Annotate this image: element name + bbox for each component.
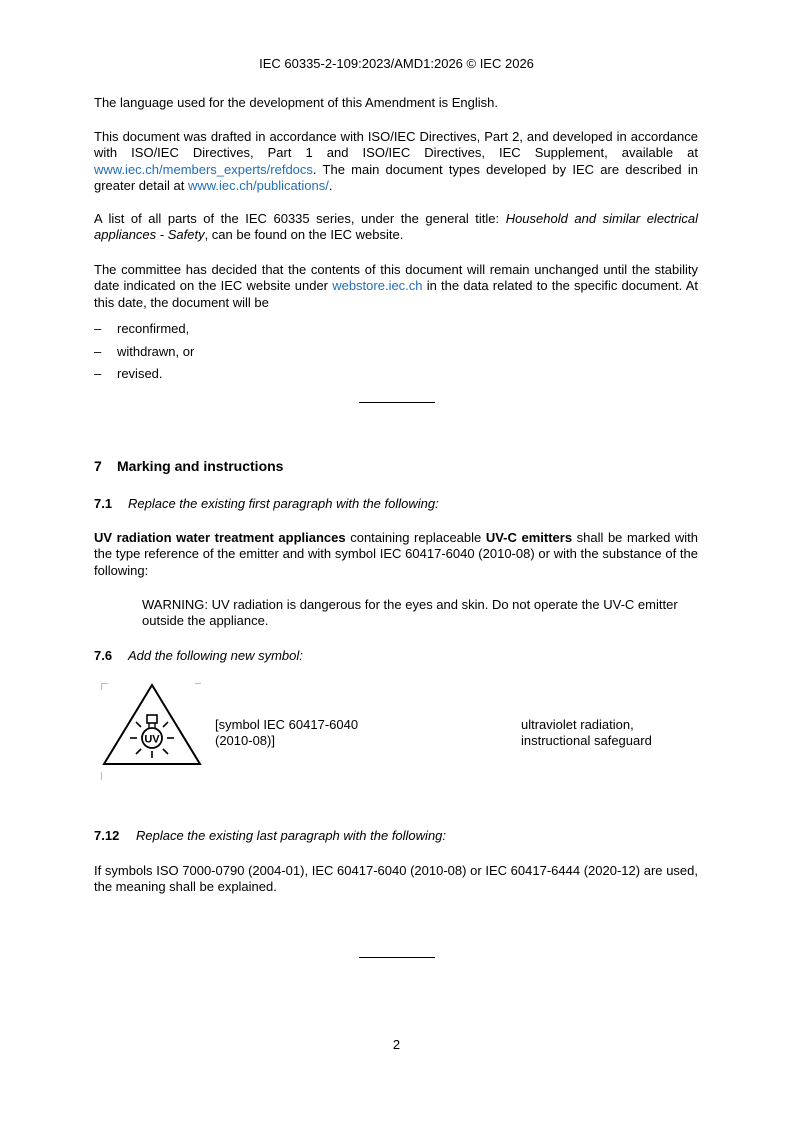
symbol-meaning-line1: ultraviolet radiation,: [521, 717, 634, 732]
term-uvc-emitters: UV-C emitters: [485, 530, 573, 545]
directives-text-b: . The main document types developed by IEC are described in greater detail at: [94, 161, 698, 193]
symbol-reference: [215, 717, 358, 749]
stability-paragraph: [94, 262, 698, 311]
marking-paragraph: [94, 530, 698, 579]
series-text-a: A list of all parts of the IEC 60335 series, under the general title:: [94, 211, 506, 226]
directives-text-a: This document was drafted in accordance with ISO/IEC Directives, Part 2, and developed in accordance with ISO/IEC Directives, Part 1 and ISO/IEC Directives, IEC Supplement, available at: [94, 129, 698, 161]
section-title: Marking and instructions: [117, 458, 284, 474]
list-item-text: revised.: [117, 366, 163, 381]
subclause-instruction: Replace the existing first paragraph with the following:: [128, 496, 439, 511]
list-item-text: reconfirmed,: [117, 321, 190, 336]
symbol-meaning-line2: instructional safeguard: [521, 733, 652, 748]
marking-text-2: shall be marked with the type reference of the emitter and with symbol IEC 60417-6040 (2010-08) or with the substance of the following:: [94, 530, 699, 578]
directives-text-c: .: [328, 177, 333, 193]
stability-text-a: The committee has decided that the contents of this document will remain unchanged until the stability date indicated on the IEC website under: [94, 262, 698, 294]
list-item: [94, 366, 163, 381]
subclause-7-12: [94, 828, 446, 843]
section-heading: [94, 458, 283, 474]
subclause-number: 7.1: [94, 496, 113, 511]
symbol-reference-line1: [symbol IEC 60417-6040: [215, 717, 359, 732]
term-uv-appliances: UV radiation water treatment appliances: [94, 530, 346, 545]
list-item: [94, 321, 189, 336]
subclause-number: 7.6: [94, 648, 113, 663]
separator-rule: [359, 957, 435, 958]
separator-rule: [359, 402, 435, 403]
page-number: 2: [392, 1037, 401, 1052]
subclause-number: 7.12: [94, 828, 120, 843]
section-number: 7: [94, 458, 102, 474]
publications-link[interactable]: www.iec.ch/publications/: [187, 177, 329, 193]
symbol-label: UV: [144, 733, 160, 746]
marking-text-1: containing replaceable: [345, 530, 486, 545]
subclause-7-6: [94, 648, 303, 663]
refdocs-link[interactable]: www.iec.ch/members_experts/refdocs: [94, 161, 313, 177]
symbols-meaning-paragraph: If symbols ISO 7000-0790 (2004-01), IEC 60417-6040 (2010-08) or IEC 60417-6444 (2020-12) are used, the meaning shall be explained.: [94, 863, 698, 895]
series-text-b: , can be found on the IEC website.: [204, 227, 404, 243]
symbol-reference-line2: (2010-08)]: [215, 733, 275, 748]
subclause-instruction: Replace the existing last paragraph with the following:: [136, 828, 447, 843]
list-dash: –: [94, 344, 102, 359]
list-dash: –: [94, 321, 102, 336]
list-dash: –: [94, 366, 102, 381]
subclause-7-1: [94, 496, 439, 511]
subclause-instruction: Add the following new symbol:: [128, 648, 303, 663]
list-item: [94, 344, 194, 359]
running-header: IEC 60335-2-109:2023/AMD1:2026 © IEC 2026: [259, 56, 534, 71]
figure-corner-mark: [101, 772, 102, 780]
uv-radiation-symbol-icon: [101, 682, 203, 768]
stability-text-b: in the data related to the specific document. At this date, the document will be: [94, 278, 699, 310]
webstore-link[interactable]: webstore.iec.ch: [332, 278, 423, 294]
series-title: Household and similar electrical appliances - Safety: [94, 211, 698, 243]
series-paragraph: [94, 211, 698, 244]
symbol-meaning: [521, 717, 652, 749]
directives-paragraph: [94, 129, 698, 194]
warning-text: WARNING: UV radiation is dangerous for the eyes and skin. Do not operate the UV-C emitter outside the appliance.: [142, 597, 678, 629]
list-item-text: withdrawn, or: [117, 344, 195, 359]
language-paragraph: The language used for the development of this Amendment is English.: [94, 95, 498, 110]
